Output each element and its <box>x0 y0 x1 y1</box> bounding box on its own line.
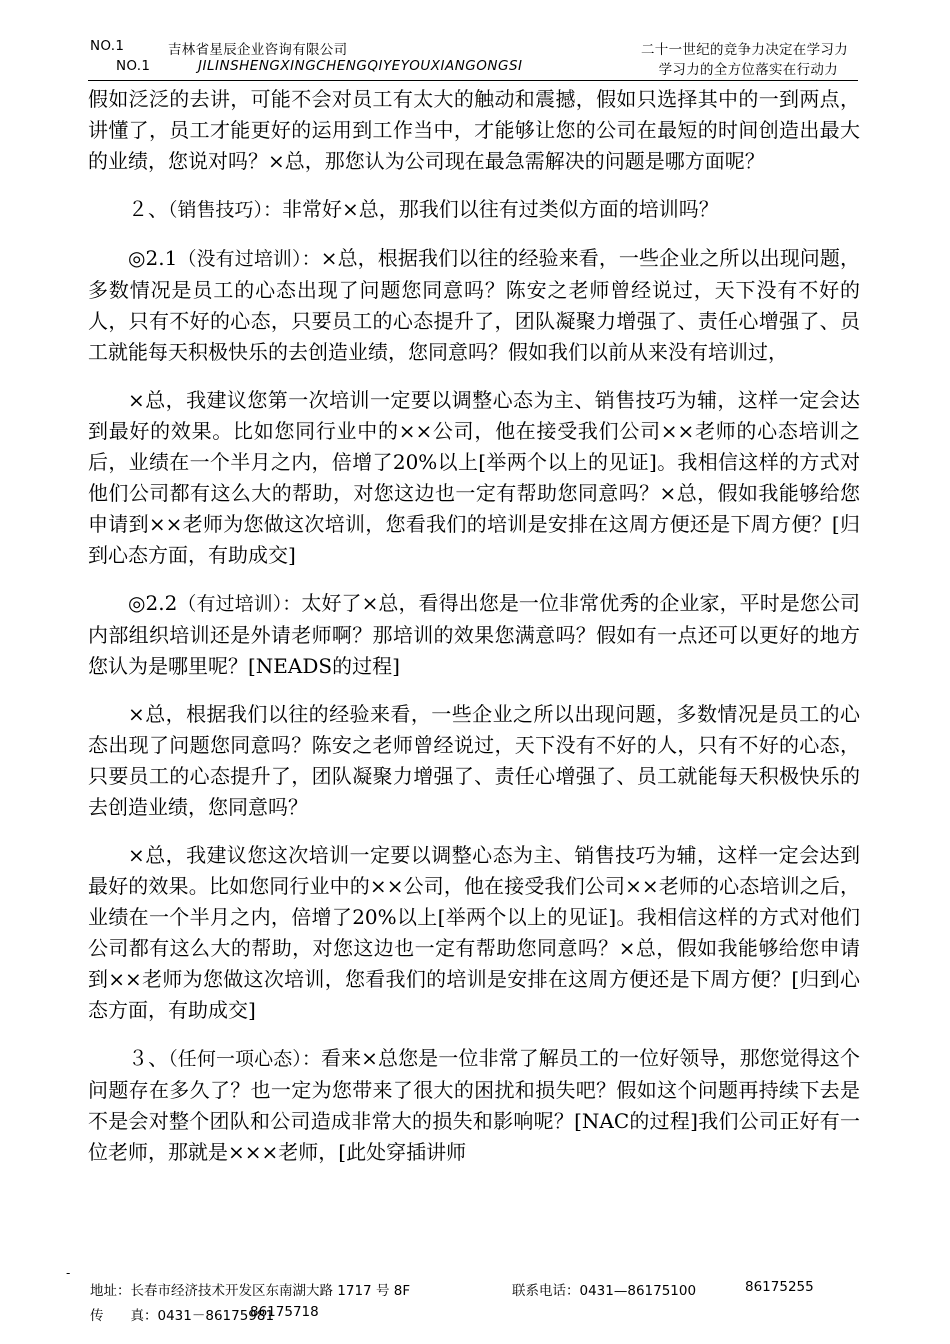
header-no1: NO.1 <box>90 38 125 54</box>
header-line-2 <box>88 58 858 78</box>
section-text: 非常好×总，那我们以往有过类似方面的培训吗？ <box>282 197 719 221</box>
section-text: ×总，根据我们以往的经验来看，一些企业之所以出现问题，多数情况是员工的心态出现了问题您同意吗？陈安之老师曾经说过，天下没有不好的人，只有不好的心态，只要员工的心态提升了，团队凝聚力增强了、责任心增强了、员工就能每天积极快乐的去创造业绩，您同意吗？假如我们以前从来没有培训过， <box>88 246 860 364</box>
paragraph-2 <box>88 194 860 226</box>
footer-fax-2: 86175718 <box>250 1304 319 1320</box>
footer-line-2 <box>90 1304 890 1329</box>
footer-phone-2: 86175255 <box>745 1279 814 1295</box>
section-number: ◎2.1 <box>128 246 178 270</box>
document-body <box>88 84 860 1185</box>
paragraph-1: 假如泛泛的去讲，可能不会对员工有太大的触动和震撼，假如只选择其中的一到两点，讲懂了，员工才能更好的运用到工作当中，才能够让您的公司在最短的时间创造出最大的业绩，您说对吗？×总，那您认为公司现在最急需解决的问题是哪方面呢？ <box>88 87 860 173</box>
paragraph-4: ×总，我建议您第一次培训一定要以调整心态为主、销售技巧为辅，这样一定会达到最好的效果。比如您同行业中的××公司，他在接受我们公司××老师的心态培训之后，业绩在一个半月之内，倍增了20%以上[举两个以上的见证]。我相信这样的方式对他们公司都有这么大的帮助，对您这边也一定有帮助您同意吗？×总，假如我能够给您申请到××老师为您做这次培训，您看我们的培训是安排在这周方便还是下周方便？[归到心态方面，有助成交] <box>88 388 860 567</box>
paragraph-7: ×总，我建议您这次培训一定要以调整心态为主、销售技巧为辅，这样一定会达到最好的效果。比如您同行业中的××公司，他在接受我们公司××老师的心态培训之后，业绩在一个半月之内，倍增了20%以上[举两个以上的见证]。我相信这样的方式对他们公司都有这么大的帮助，对您这边也一定有帮助您同意吗？×总，假如我能够给您申请到××老师为您做这次培训，您看我们的培训是安排在这周方便还是下周方便？[归到心态方面，有助成交] <box>88 843 860 1022</box>
header-slogan-2: 学习力的全方位落实在行动力 <box>658 62 838 78</box>
section-text: 太好了×总，看得出您是一位非常优秀的企业家，平时是您公司内部组织培训还是外请老师啊？那培训的效果您满意吗？假如有一点还可以更好的地方您认为是哪里呢？[NEADS的过程] <box>88 591 860 678</box>
section-text: 看来×总您是一位非常了解员工的一位好领导，那您觉得这个问题存在多久了？也一定为您带来了很大的困扰和损失吧？假如这个问题再持续下去是不是会对整个团队和公司造成非常大的损失和影响呢？[NAC的过程]我们公司正好有一位老师，那就是×××老师，[此处穿插讲师 <box>88 1046 861 1164</box>
footer-phone: 联系电话：0431—86175100 <box>512 1283 697 1299</box>
section-label: （有过培训）： <box>177 593 302 615</box>
header-no2: NO.1 <box>116 58 151 74</box>
page-footer <box>90 1279 890 1329</box>
paragraph-8 <box>88 1043 860 1168</box>
header-slogan-1: 二十一世纪的竞争力决定在学习力 <box>641 42 848 58</box>
footer-marker: - <box>66 1266 71 1280</box>
section-number: ２、 <box>128 197 168 221</box>
header-line-1 <box>88 38 858 58</box>
header-divider <box>88 80 858 81</box>
paragraph-3 <box>88 243 860 368</box>
page-header <box>88 38 858 78</box>
section-label: （销售技巧）： <box>168 199 283 221</box>
paragraph-6: ×总，根据我们以往的经验来看，一些企业之所以出现问题，多数情况是员工的心态出现了问题您同意吗？陈安之老师曾经说过，天下没有不好的人，只有不好的心态，只要员工的心态提升了，团队凝聚力增强了、责任心增强了、员工就能每天积极快乐的去创造业绩，您同意吗？ <box>88 702 860 819</box>
footer-address: 地址：长春市经济技术开发区东南湖大路 1717 号 8F <box>90 1283 411 1299</box>
header-company-pinyin: JILINSHENGXINGCHENGQIYEYOUXIANGONGSI <box>198 58 523 74</box>
section-number: ３、 <box>128 1046 169 1070</box>
section-number: ◎2.2 <box>128 591 178 615</box>
footer-line-1 <box>90 1279 890 1304</box>
footer-fax: 传 真：0431－86175981 <box>90 1308 275 1324</box>
section-label: （任何一项心态）： <box>168 1048 321 1070</box>
header-company-name: 吉林省星辰企业咨询有限公司 <box>168 42 348 58</box>
paragraph-5 <box>88 588 860 682</box>
section-label: （没有过培训）： <box>177 248 321 270</box>
